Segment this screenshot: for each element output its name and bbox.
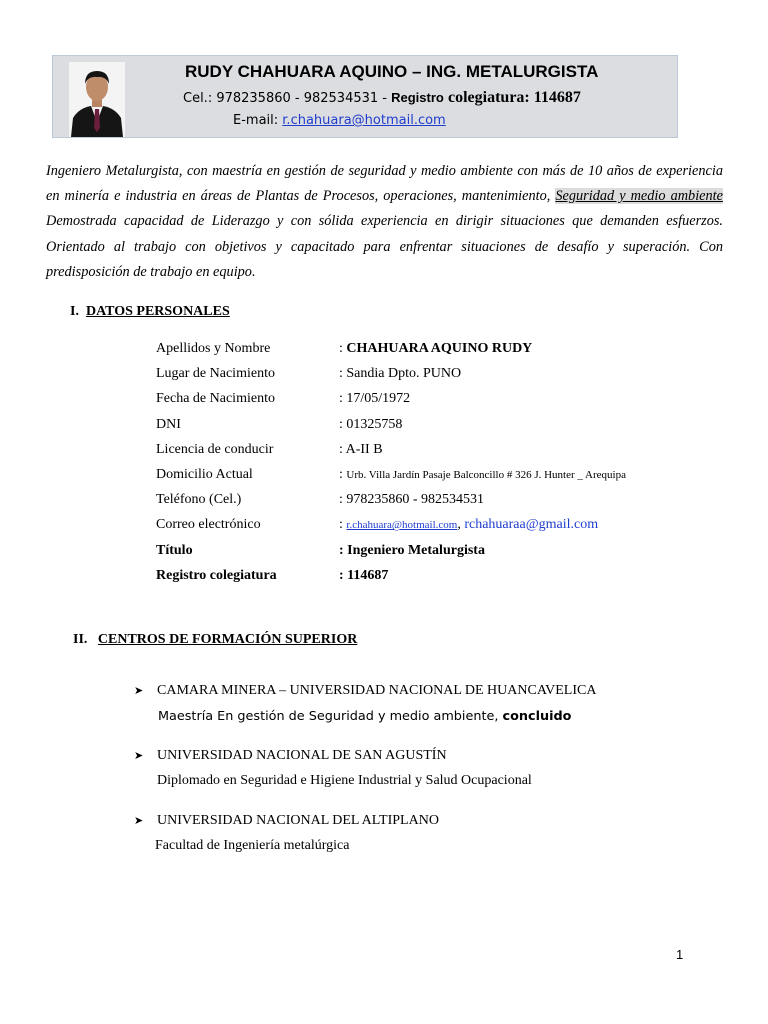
field-label: DNI [156, 416, 181, 432]
summary-part2: Demostrada capacidad de Liderazgo y con sólida experiencia en dirigir situaciones que demanden esfuerzos. Orientado al trabajo con objetivos y capacitado para enfrentar situaciones de desafío y superación. Con predisposición de trabajo en equipo. [46, 213, 723, 280]
section-number: II. [73, 632, 88, 647]
field-value: : 114687 [339, 567, 389, 583]
email-link-gmail[interactable]: rchahuaraa@gmail.com [464, 517, 599, 533]
profile-photo [69, 62, 125, 137]
field-label: Licencia de conducir [156, 441, 274, 457]
field-value: : A-II B [339, 441, 383, 457]
arrow-bullet-icon: ➤ [134, 685, 144, 697]
field-label: Apellidos y Nombre [156, 341, 271, 356]
personal-row-dni [156, 416, 716, 441]
personal-row-licencia [156, 441, 716, 466]
personal-row-telefono [156, 491, 716, 516]
field-label: Teléfono (Cel.) [156, 492, 242, 508]
professional-summary [46, 159, 723, 285]
education-detail: Diplomado en Seguridad e Higiene Industrial y Salud Ocupacional [157, 773, 532, 788]
education-status: concluido [502, 709, 572, 724]
education-item-altiplano [134, 813, 439, 829]
summary-highlight: Seguridad y medio ambiente [555, 188, 723, 205]
email-link-hotmail[interactable]: r.chahuara@hotmail.com [346, 519, 458, 532]
page-number: 1 [676, 947, 684, 962]
field-value: : Sandia Dpto. PUNO [339, 366, 462, 382]
section-number: I. [70, 304, 79, 319]
field-value-address: Urb. Villa Jardín Pasaje Balconcillo # 326 J. Hunter _ Arequipa [346, 468, 626, 481]
field-value: : CHAHUARA AQUINO RUDY [339, 341, 533, 356]
education-detail: Facultad de Ingeniería metalúrgica [155, 838, 350, 853]
personal-row-correo [156, 516, 716, 541]
header-email-label: E-mail: [233, 113, 283, 128]
header-phone [183, 89, 581, 107]
field-label: Fecha de Nacimiento [156, 391, 275, 407]
education-item-san-agustin [134, 748, 447, 764]
header-box [52, 55, 678, 138]
arrow-bullet-icon: ➤ [134, 750, 144, 762]
summary-part1: Ingeniero Metalurgista, con maestría en gestión de seguridad y medio ambiente con más de 10 años de experiencia en minería e industria en áreas de Plantas de Procesos, operaciones, mantenimiento, [46, 163, 723, 205]
header-registro-label: Registro [391, 90, 444, 105]
section-title: CENTROS DE FORMACIÓN SUPERIOR [97, 632, 358, 647]
field-value: : 01325758 [339, 416, 403, 432]
education-title: UNIVERSIDAD NACIONAL DEL ALTIPLANO [157, 813, 439, 828]
education-title: UNIVERSIDAD NACIONAL DE SAN AGUSTÍN [157, 748, 447, 763]
field-colon: : [339, 466, 347, 482]
header-name: RUDY CHAHUARA AQUINO – ING. METALURGISTA [185, 62, 599, 81]
email-separator: , [457, 517, 465, 533]
field-label: Domicilio Actual [156, 466, 253, 482]
section-heading-education [73, 632, 357, 648]
education-detail [158, 709, 571, 724]
arrow-bullet-icon: ➤ [134, 815, 144, 827]
header-phone-text: Cel.: 978235860 - 982534531 - [183, 91, 392, 106]
field-value: : 978235860 - 982534531 [339, 492, 485, 508]
personal-row-titulo [156, 542, 716, 567]
personal-row-fecha [156, 390, 716, 415]
field-label: Título [156, 542, 193, 558]
field-label: Correo electrónico [156, 517, 261, 533]
section-heading-personal [70, 304, 230, 320]
education-item-huancavelica [134, 683, 596, 699]
header-email-link[interactable]: r.chahuara@hotmail.com [282, 113, 446, 128]
personal-row-lugar [156, 365, 716, 390]
field-value: : 17/05/1972 [339, 391, 411, 407]
field-colon: : [339, 517, 347, 533]
field-label: Registro colegiatura [156, 567, 277, 583]
personal-row-domicilio [156, 466, 716, 491]
field-value-name: CHAHUARA AQUINO RUDY [346, 341, 533, 356]
field-value [339, 466, 626, 484]
header-colegiatura: colegiatura: 114687 [448, 89, 581, 106]
education-detail-text: Maestría En gestión de Seguridad y medio ambiente, [158, 709, 503, 724]
personal-row-registro [156, 567, 716, 592]
section-title: DATOS PERSONALES [85, 304, 230, 319]
personal-row-nombre [156, 340, 716, 365]
field-value: : Ingeniero Metalurgista [339, 542, 485, 558]
personal-data-list [156, 340, 716, 592]
field-value [339, 516, 598, 534]
field-label: Lugar de Nacimiento [156, 366, 275, 382]
education-title: CAMARA MINERA – UNIVERSIDAD NACIONAL DE HUANCAVELICA [157, 683, 597, 698]
header-email [233, 113, 446, 128]
